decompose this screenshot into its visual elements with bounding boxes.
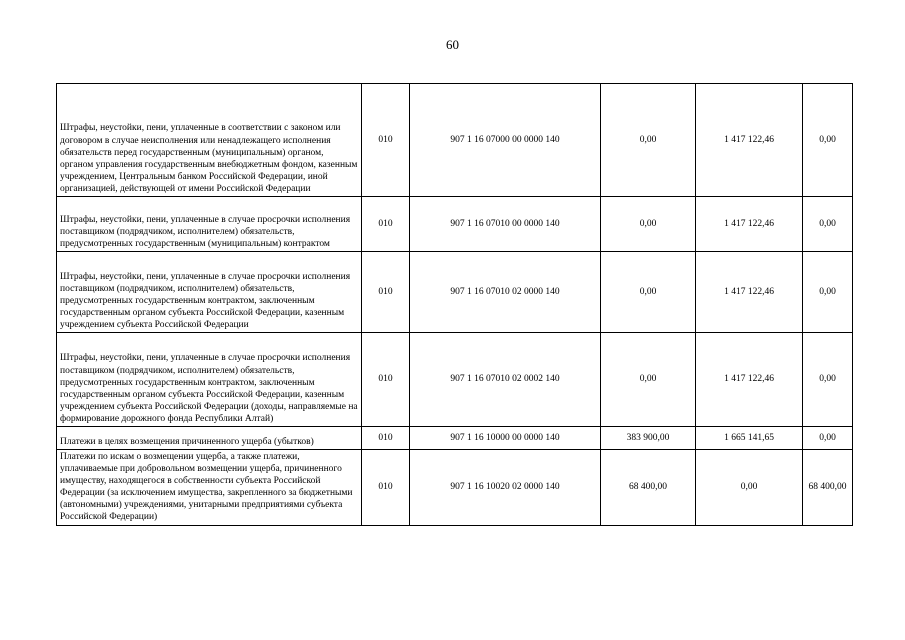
line-code-cell: 010 — [362, 427, 410, 450]
amount-2-cell: 0,00 — [696, 450, 803, 526]
row-name-cell: Штрафы, неустойки, пени, уплаченные в случае просрочки исполнения поставщиком (подрядчиком, исполнителем) обязательств, предусмотренных государственным контрактом, заключенным государственным органом субъекта Российской Федерации, казенным учреждением субъекта Российской Федерации (доходы, направляемые на формирование дорожного фонда Республики Алтай) — [57, 333, 362, 427]
amount-1-cell: 68 400,00 — [601, 450, 696, 526]
amount-3-cell: 0,00 — [803, 84, 853, 197]
amount-2-cell: 1 417 122,46 — [696, 197, 803, 252]
table-row — [57, 197, 853, 252]
amount-1-cell: 0,00 — [601, 252, 696, 333]
amount-1-cell: 383 900,00 — [601, 427, 696, 450]
amount-3-cell: 68 400,00 — [803, 450, 853, 526]
row-name-cell: Штрафы, неустойки, пени, уплаченные в случае просрочки исполнения поставщиком (подрядчиком, исполнителем) обязательств, предусмотренных государственным (муниципальным) контрактом — [57, 197, 362, 252]
amount-2-cell: 1 417 122,46 — [696, 333, 803, 427]
amount-1-cell: 0,00 — [601, 333, 696, 427]
amount-2-cell: 1 665 141,65 — [696, 427, 803, 450]
budget-code-cell: 907 1 16 07010 02 0002 140 — [410, 333, 601, 427]
line-code-cell: 010 — [362, 84, 410, 197]
amount-2-cell: 1 417 122,46 — [696, 252, 803, 333]
amount-1-cell: 0,00 — [601, 84, 696, 197]
line-code-cell: 010 — [362, 333, 410, 427]
budget-code-cell: 907 1 16 10000 00 0000 140 — [410, 427, 601, 450]
page-number: 60 — [446, 37, 459, 52]
budget-table — [56, 83, 853, 526]
table-row — [57, 427, 853, 450]
line-code-cell: 010 — [362, 197, 410, 252]
amount-2-cell: 1 417 122,46 — [696, 84, 803, 197]
table-row — [57, 333, 853, 427]
table-row — [57, 84, 853, 197]
amount-1-cell: 0,00 — [601, 197, 696, 252]
budget-code-cell: 907 1 16 07010 02 0000 140 — [410, 252, 601, 333]
amount-3-cell: 0,00 — [803, 333, 853, 427]
amount-3-cell: 0,00 — [803, 427, 853, 450]
budget-code-cell: 907 1 16 07010 00 0000 140 — [410, 197, 601, 252]
row-name-cell: Платежи по искам о возмещении ущерба, а также платежи, уплачиваемые при добровольном возмещении ущерба, причиненного имуществу, находящегося в собственности субъекта Российской Федерации (за исключением имущества, закрепленного за бюджетными (автономными) учреждениями, унитарными предприятиями субъекта Российской Федерации) — [57, 450, 362, 526]
amount-3-cell: 0,00 — [803, 197, 853, 252]
amount-3-cell: 0,00 — [803, 252, 853, 333]
row-name-cell: Платежи в целях возмещения причиненного ущерба (убытков) — [57, 427, 362, 450]
line-code-cell: 010 — [362, 450, 410, 526]
budget-code-cell: 907 1 16 07000 00 0000 140 — [410, 84, 601, 197]
budget-code-cell: 907 1 16 10020 02 0000 140 — [410, 450, 601, 526]
row-name-cell: Штрафы, неустойки, пени, уплаченные в случае просрочки исполнения поставщиком (подрядчиком, исполнителем) обязательств, предусмотренных государственным контрактом, заключенным государственным органом субъекта Российской Федерации, казенным учреждением субъекта Российской Федерации — [57, 252, 362, 333]
line-code-cell: 010 — [362, 252, 410, 333]
table-row — [57, 450, 853, 526]
table-row — [57, 252, 853, 333]
row-name-cell: Штрафы, неустойки, пени, уплаченные в соответствии с законом или договором в случае неисполнения или ненадлежащего исполнения обязательств перед государственным (муниципальным) органом, органом управления государственным внебюджетным фондом, казенным учреждением, Центральным банком Российской Федерации, иной организацией, действующей от имени Российской Федерации — [57, 84, 362, 197]
